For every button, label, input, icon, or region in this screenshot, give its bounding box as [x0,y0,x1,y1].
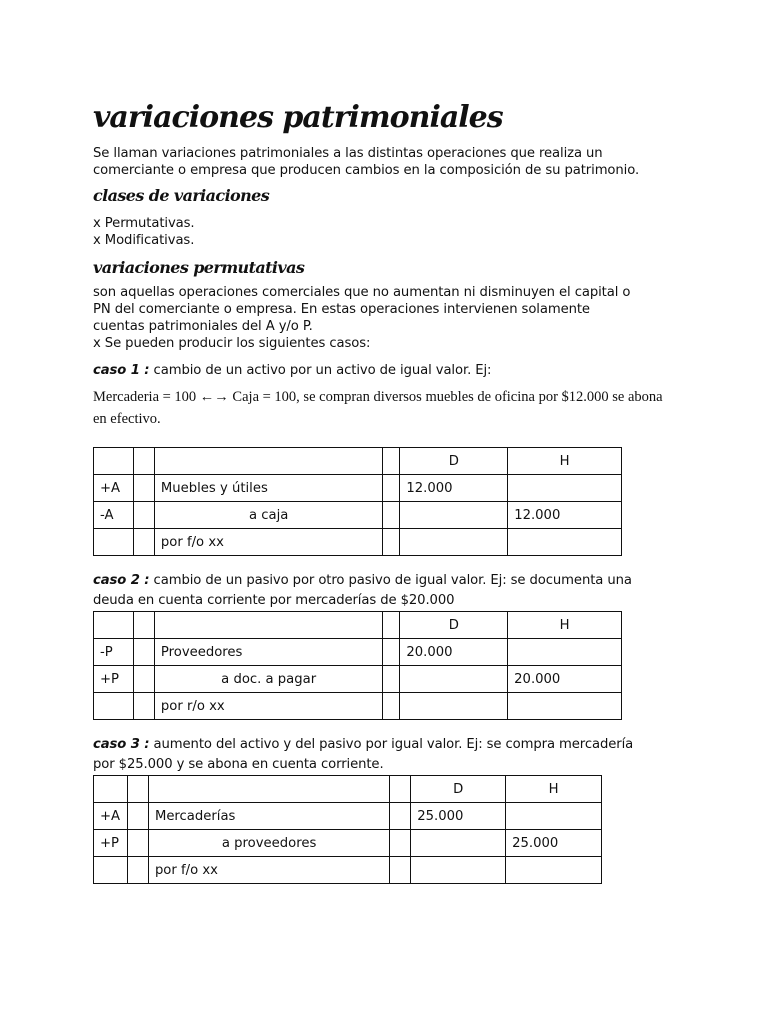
table-cell [383,612,400,639]
table-row [94,803,602,830]
table-cell [94,776,128,803]
table-cell [400,529,508,556]
table-cell [508,639,622,666]
table-cell: 25.000 [506,830,602,857]
table-cell: 12.000 [508,502,622,529]
intro-line: comerciante o empresa que producen cambios en la composición de su patrimonio. [93,163,640,178]
table-cell [94,693,134,720]
table-cell [127,803,148,830]
table-cell: +P [94,666,134,693]
caso2-text2: deuda en cuenta corriente por mercaderías de $20.000 [93,593,455,608]
caso2-description [93,570,632,610]
table-cell [94,448,134,475]
table-row [94,857,602,884]
table-cell [411,857,506,884]
table-cell [127,830,148,857]
table-cell [411,830,506,857]
table-cell [383,693,400,720]
table-cell [133,475,154,502]
table-cell [390,857,411,884]
caso1-journal-table [93,447,622,556]
table-cell [383,475,400,502]
caso1-label: caso 1 : [93,363,150,378]
table-cell: por f/o xx [148,857,389,884]
table-cell: Proveedores [154,639,383,666]
clases-heading: clases de variaciones [93,186,270,205]
table-cell: 20.000 [508,666,622,693]
table-row [94,502,622,529]
table-cell [508,693,622,720]
table-cell [133,448,154,475]
table-row [94,529,622,556]
paragraph-line: son aquellas operaciones comerciales que no aumentan ni disminuyen el capital o [93,285,631,300]
paragraph-line: x Se pueden producir los siguientes casos: [93,336,371,351]
table-cell [94,529,134,556]
table-cell [148,776,389,803]
debe-header: D [411,776,506,803]
intro-paragraph [93,145,639,179]
caso3-journal-table [93,775,602,884]
table-cell [383,502,400,529]
table-cell [127,776,148,803]
table-cell: +A [94,803,128,830]
table-cell: por f/o xx [154,529,383,556]
table-cell [133,666,154,693]
table-header-row [94,776,602,803]
table-cell [94,612,134,639]
table-cell [390,830,411,857]
table-cell [133,693,154,720]
table-cell [133,502,154,529]
caso1-text: cambio de un activo por un activo de igual valor. Ej: [149,363,492,378]
example-line: Mercaderia = 100 ←→ Caja = 100, se compran diversos muebles de oficina por $12.000 se abona [93,389,663,405]
table-cell [154,448,383,475]
clases-list [93,215,195,249]
caso3-text: aumento del activo y del pasivo por igual valor. Ej: se compra mercadería [149,737,634,752]
table-cell: 12.000 [400,475,508,502]
caso1-example [93,386,663,430]
table-cell [508,529,622,556]
table-cell [383,448,400,475]
table-cell [508,475,622,502]
table-cell [390,776,411,803]
table-cell: Muebles y útiles [154,475,383,502]
caso2-line [93,570,632,591]
caso3-line [93,734,633,755]
table-cell [390,803,411,830]
table-cell [133,529,154,556]
table-cell [133,612,154,639]
paragraph-line: cuentas patrimoniales del A y/o P. [93,319,313,334]
table-cell [94,857,128,884]
table-cell [383,639,400,666]
table-header-row [94,612,622,639]
table-row [94,475,622,502]
caso2-text: cambio de un pasivo por otro pasivo de igual valor. Ej: se documenta una [149,573,632,588]
paragraph-line: PN del comerciante o empresa. En estas operaciones intervienen solamente [93,302,590,317]
table-cell: -P [94,639,134,666]
table-row [94,693,622,720]
table-cell: a proveedores [148,830,389,857]
caso1-description [93,362,491,379]
list-item: x Modificativas. [93,233,195,248]
table-row [94,639,622,666]
haber-header: H [508,612,622,639]
table-cell: por r/o xx [154,693,383,720]
caso3-label: caso 3 : [93,737,150,752]
table-cell: 25.000 [411,803,506,830]
haber-header: H [508,448,622,475]
permutativas-paragraph [93,284,630,352]
caso3-text2: por $25.000 y se abona en cuenta corriente. [93,757,384,772]
table-cell [506,803,602,830]
table-cell [383,529,400,556]
table-cell [400,666,508,693]
list-item: x Permutativas. [93,216,195,231]
haber-header: H [506,776,602,803]
caso3-description [93,734,633,774]
debe-header: D [400,612,508,639]
table-cell: 20.000 [400,639,508,666]
intro-line: Se llaman variaciones patrimoniales a las distintas operaciones que realiza un [93,146,603,161]
table-row [94,666,622,693]
table-cell: a caja [154,502,383,529]
table-cell [400,502,508,529]
table-cell [154,612,383,639]
table-cell [383,666,400,693]
page-title: variaciones patrimoniales [93,100,503,135]
table-cell [506,857,602,884]
debe-header: D [400,448,508,475]
table-cell [400,693,508,720]
caso2-journal-table [93,611,622,720]
table-cell: a doc. a pagar [154,666,383,693]
permutativas-heading: variaciones permutativas [93,258,305,277]
table-cell [127,857,148,884]
table-row [94,830,602,857]
table-cell: +P [94,830,128,857]
table-cell: -A [94,502,134,529]
table-cell: +A [94,475,134,502]
example-line: en efectivo. [93,411,161,427]
table-cell [133,639,154,666]
table-cell: Mercaderías [148,803,389,830]
caso2-label: caso 2 : [93,573,150,588]
table-header-row [94,448,622,475]
